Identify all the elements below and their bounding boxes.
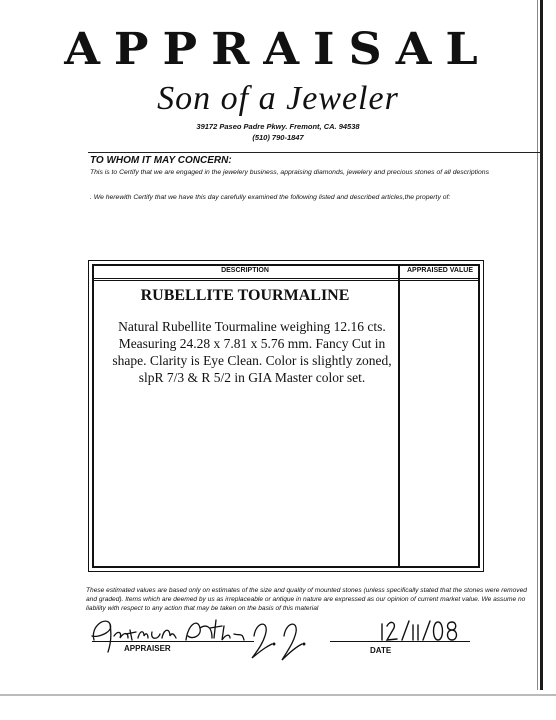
disclaimer-text: These estimated values are based only on estimates of the size and quality of mounted stones (unless specifically stated that the stones were removed and graded). Items which are deemed by us as irreplaceable or antique in nature are expressed as our opinion of current market value. We assume no liability with respect to any action that may be taken on the basis of this material	[86, 587, 527, 613]
appraisal-table	[92, 264, 480, 568]
salutation: TO WHOM IT MAY CONCERN:	[90, 155, 232, 166]
page-title: APPRAISAL	[64, 23, 492, 75]
description-header: DESCRIPTION	[221, 267, 269, 274]
header-rule-double	[92, 280, 480, 281]
page-bottom-line	[0, 694, 556, 696]
company-address	[0, 121, 556, 143]
appraised-value-header: APPRAISED VALUE	[407, 267, 473, 274]
phone-line: (510) 790-1847	[252, 133, 304, 142]
column-divider	[398, 264, 400, 566]
date-label: DATE	[370, 646, 392, 655]
address-line: 39172 Paseo Padre Pkwy. Fremont, CA. 94538	[196, 122, 360, 131]
item-description: Natural Rubellite Tourmaline weighing 12.16 cts. Measuring 24.28 x 7.81 x 5.76 mm. Fancy Cut in shape. Clarity is Eye Clean. Color is slightly zoned, slpR 7/3 & R 5/2 in GIA Master color set.	[112, 319, 392, 385]
appraiser-signature	[88, 606, 338, 668]
certify-text: This is to Certify that we are engaged in the jewelery business, appraising diamonds, jewelery and precious stones of all descriptions	[90, 169, 489, 176]
divider	[88, 152, 540, 153]
herewith-text: . We herewith Certify that we have this day carefully examined the following listed and described articles,the property of:	[90, 194, 451, 201]
signature-line	[92, 641, 254, 642]
appraiser-label: APPRAISER	[124, 644, 171, 653]
company-name: Son of a Jeweler	[157, 80, 399, 117]
date-line	[330, 641, 470, 642]
header-rule	[92, 278, 480, 279]
item-title: RUBELLITE TOURMALINE	[140, 287, 350, 304]
